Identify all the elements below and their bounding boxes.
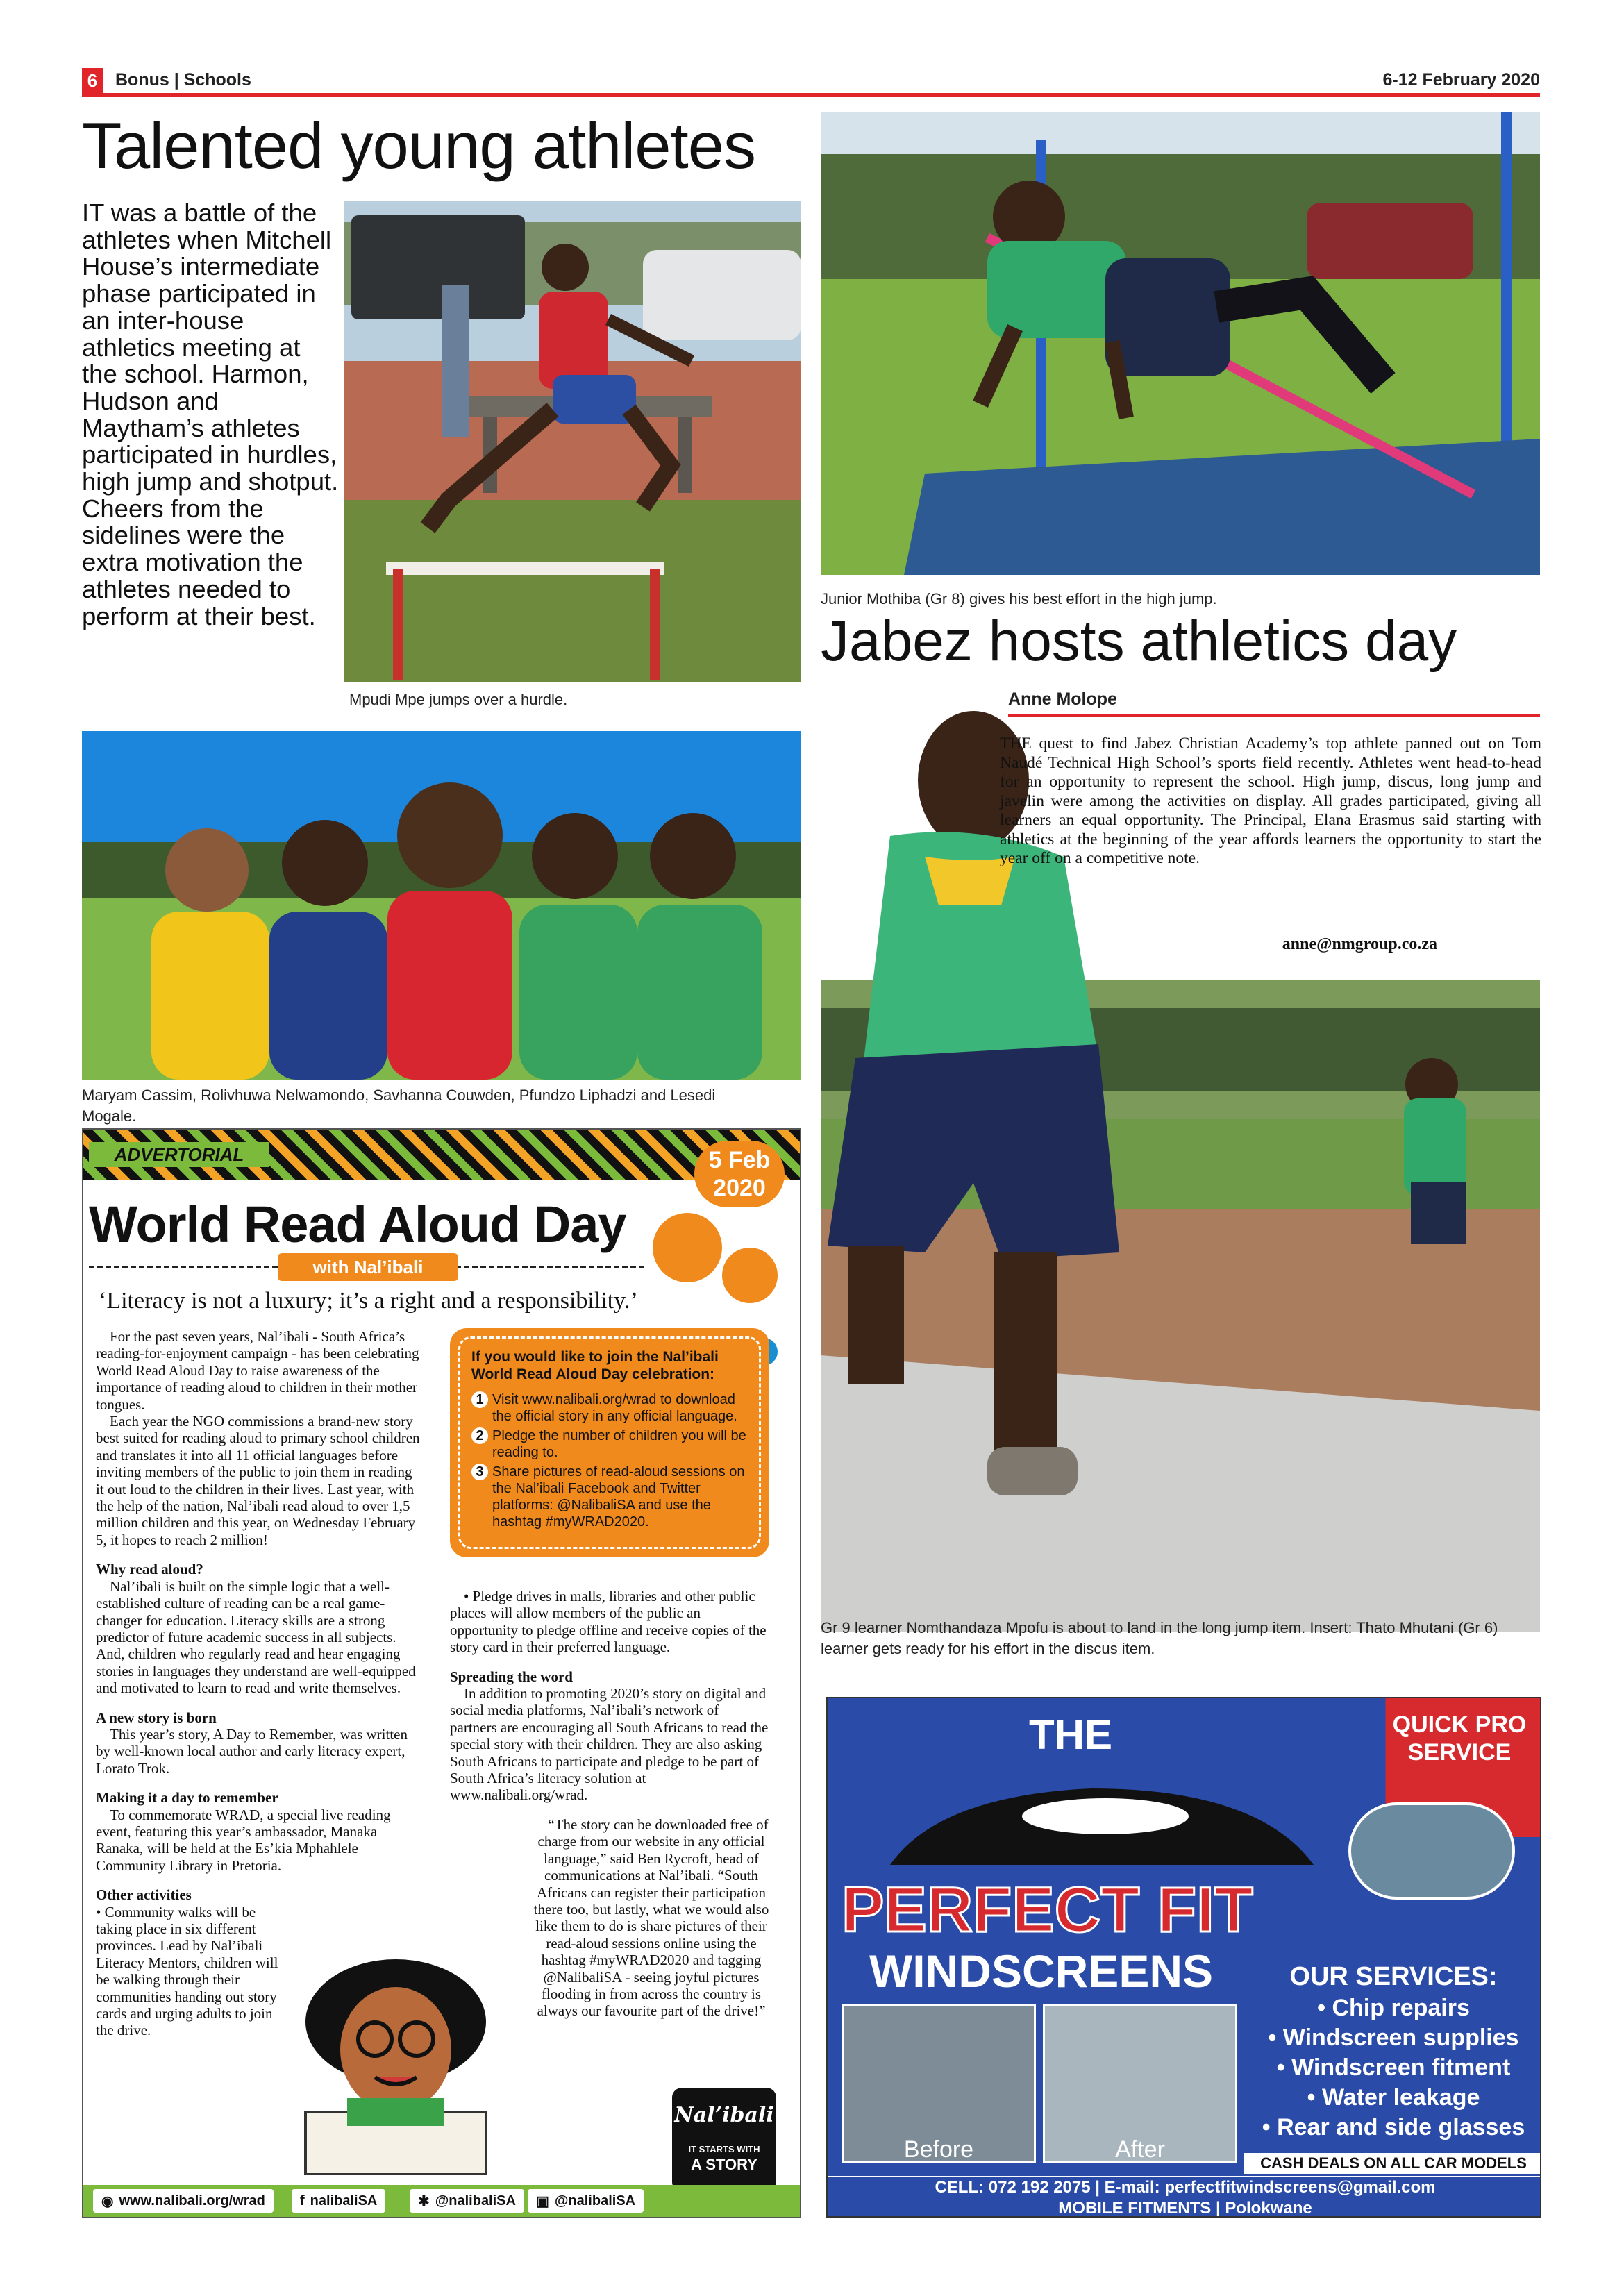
group-photo-art [82, 731, 801, 1080]
highjump-photo-art [821, 112, 1540, 575]
heading-new-story: A new story is born [96, 1709, 217, 1726]
ad-the: THE [1029, 1711, 1112, 1758]
reading-girl-illustration [278, 1952, 514, 2175]
advertorial-frame [82, 1128, 801, 2218]
heading-why-read: Why read aloud? [96, 1561, 203, 1578]
col1-para-2: Each year the NGO commissions a brand-new story best suited for reading aloud to primary school children and translates it into all 11 official languages before inviting members of the public to join them in reading it out loud to the children in their lives. Last year, with the help of the nation, Nal’ibali read aloud to over 1,5 million children and this year, on Wednesday February 5, it hopes to reach 2 million! [96, 1413, 420, 1548]
advertorial-col1 [96, 1328, 422, 2039]
photo-high-jump [821, 112, 1540, 575]
author-email: anne@nmgroup.co.za [1282, 935, 1437, 953]
facebook-link[interactable] [292, 2189, 385, 2213]
step-text: Pledge the number of children you will be reading to. [492, 1428, 746, 1460]
step-number: 2 [471, 1427, 488, 1444]
col2-para-3: “The story can be downloaded free of charge from our website in any official language,” said Ben Rycroft, head of communications at Nal’ibali. “South Africans can register their participation there too, but lastly, what we would also like them to do is share pictures of their read-aloud sessions online using the hashtag #myWRAD2020 and tagging @NalibaliSA - seeing joyful pictures flooding in from across the country is always our favourite part of the drive!” [533, 1816, 769, 2020]
issue-date: 6-12 February 2020 [1382, 70, 1540, 90]
advertorial-footer [83, 2185, 800, 2217]
globe-icon: ◉ [101, 2193, 114, 2209]
reading-girl-art [278, 1952, 514, 2175]
service-item: • Rear and side glasses [1262, 2114, 1525, 2140]
facebook-icon: f [300, 2193, 305, 2209]
cash-deals-banner: CASH DEALS ON ALL CAR MODELS [1244, 2153, 1541, 2174]
col2-para-2: In addition to promoting 2020’s story on digital and social media platforms, Nal’ibali’s network of partners are encouraging all South Africans to read the special story with their children. They are also asking South Africans to participate and pledge to be part of South Africa’s literacy solution at www.nalibali.org/wrad. [450, 1685, 769, 1804]
col1-para-4: This year’s story, A Day to Remember, was written by well-known local author and early literacy expert, Lorato Trok. [96, 1725, 408, 1777]
nalibali-tagline-2: A STORY [691, 2156, 757, 2173]
windscreen-ad [826, 1697, 1541, 2218]
service-item: • Chip repairs [1317, 1995, 1470, 2021]
article1-body: IT was a battle of the athletes when Mitchell House’s intermediate phase participated in an inter-house athletics meeting at the school. Harmon, Hudson and Maytham’s athletes participated in hurdles, high jump and shotput. Cheers from the sidelines were the extra motivation the athletes needed to perform at their best. [82, 199, 339, 630]
service-item: • Windscreen supplies [1268, 2025, 1519, 2051]
service-item: • Water leakage [1307, 2084, 1480, 2111]
twitter-text: @nalibaliSA [435, 2193, 516, 2209]
join-step-3 [471, 1464, 748, 1530]
byline: Anne Molope [1008, 689, 1117, 709]
col1-para-5: To commemorate WRAD, a special live reading event, featuring this year’s ambassador, Manaka Ranaka, will be held at the Es’kia Mphahlele Community Library in Pretoria. [96, 1806, 391, 1874]
heading-other: Other activities [96, 1886, 192, 1904]
advertorial-tag: ADVERTORIAL [89, 1142, 269, 1167]
step-number: 1 [471, 1391, 488, 1408]
services-list [1251, 1993, 1536, 2143]
join-box [450, 1328, 769, 1557]
col1-para-6: • Community walks will be taking place in six different provinces. Lead by Nal’ibali Literacy Mentors, children will be walking through their communities handing out story cards and urging adults to join the drive. [96, 1903, 278, 2039]
article2-body-text: THE quest to find Jabez Christian Academy’s top athlete panned out on Tom Naudé Technical High School’s sports field recently. Athletes went head-to-head for an opportunity to represent the school. High jump, discus, long jump and javelin were among the activities on display. All grades participated, giving all learners an equal opportunity. The Principal, Elana Erasmus said starting with athletics at the beginning of the year affords learners the opportunity to start the year off on a competitive note. [1000, 735, 1541, 867]
ad-brand-2: WINDSCREENS [869, 1945, 1214, 1997]
article2-body [1000, 735, 1541, 869]
hurdle-photo-art [344, 201, 801, 682]
car-silhouette [883, 1768, 1328, 1872]
instagram-icon: ▣ [536, 2193, 549, 2209]
nalibali-logo [672, 2088, 776, 2192]
twitter-link[interactable] [410, 2189, 524, 2213]
ad-service-photo [1348, 1802, 1515, 1900]
heading-make-day: Making it a day to remember [96, 1789, 278, 1807]
ad-badge: QUICK PRO SERVICE [1392, 1711, 1527, 1766]
wrad-quote: ‘Literacy is not a luxury; it’s a right and a responsibility.’ [99, 1288, 638, 1314]
nalibali-logo-text: Nal’ibali [674, 2103, 774, 2127]
car-silhouette-art [883, 1768, 1328, 1872]
col1-para-3: Nal’ibali is built on the simple logic that a well-established culture of reading can be a real game-changer for education. Literacy skills are a strong predictor of future academic success in all subjects. And, children who regularly read and hear engaging stories in languages they understand are well-equipped and motivated to learn to read and write themselves. [96, 1577, 416, 1697]
col2-para-1: • Pledge drives in malls, libraries and other public places will allow members of the public an opportunity to pledge offline and receive copies of the story card in their preferred language. [450, 1588, 767, 1656]
service-item: • Windscreen fitment [1276, 2054, 1511, 2081]
header-rule [82, 93, 1540, 97]
ad-brand-1: PERFECT FIT [842, 1875, 1253, 1945]
join-step-2 [471, 1427, 748, 1461]
wrad-title: World Read Aloud Day [89, 1196, 626, 1253]
date-badge: 5 Feb 2020 [694, 1141, 785, 1207]
services-title: OUR SERVICES: [1289, 1962, 1498, 1991]
step-number: 3 [471, 1464, 488, 1480]
join-box-title: If you would like to join the Nal’ibali World Read Aloud Day celebration: [471, 1349, 719, 1382]
heading-spreading: Spreading the word [450, 1668, 573, 1685]
website-link[interactable] [93, 2189, 274, 2213]
nalibali-tagline-1: IT STARTS WITH [688, 2144, 760, 2154]
after-label: After [1115, 2136, 1165, 2163]
longjump-caption: Gr 9 learner Nomthandaza Mpofu is about to land in the long jump item. Insert: Thato Mhutani (Gr 6) learner gets ready for his effort in the discus item. [821, 1619, 1498, 1657]
highjump-caption: Junior Mothiba (Gr 8) gives his best effort in the high jump. [821, 590, 1217, 607]
facebook-text: nalibaliSA [310, 2193, 378, 2209]
paint-blob-1 [653, 1213, 722, 1282]
hurdle-caption: Mpudi Mpe jumps over a hurdle. [349, 691, 568, 708]
headline-jabez: Jabez hosts athletics day [821, 610, 1457, 673]
wrad-subtitle: with Nal’ibali [278, 1253, 458, 1281]
step-text: Visit www.nalibali.org/wrad to download the official story in any official language. [492, 1392, 737, 1424]
step-text: Share pictures of read-aloud sessions on the Nal’ibali Facebook and Twitter platforms: @NalibaliSA and use the hashtag #myWRAD2020. [492, 1464, 745, 1530]
col1-para-1: For the past seven years, Nal’ibali - South Africa’s reading-for-enjoyment campaign - has been celebrating World Read Aloud Day to raise awareness of the importance of reading aloud to children in their mother tongues. [96, 1328, 419, 1413]
headline-talented-athletes: Talented young athletes [82, 109, 755, 182]
instagram-link[interactable] [528, 2189, 644, 2213]
ad-location: MOBILE FITMENTS | Polokwane [1058, 2199, 1312, 2218]
twitter-icon: ✱ [418, 2193, 430, 2209]
page-number-badge [82, 68, 103, 93]
instagram-text: @nalibaliSA [554, 2193, 636, 2209]
website-text: www.nalibali.org/wrad [119, 2193, 265, 2209]
photo-hurdle [344, 201, 801, 682]
ad-contact-bar [828, 2176, 1541, 2218]
ad-contact: CELL: 072 192 2075 | E-mail: perfectfitwindscreens@gmail.com [935, 2178, 1436, 2197]
before-label: Before [903, 2136, 974, 2163]
group-caption: Maryam Cassim, Rolivhuwa Nelwamondo, Savhanna Couwden, Pfundzo Liphadzi and Lesedi Mogale. [82, 1087, 716, 1125]
join-step-1 [471, 1391, 748, 1425]
photo-group [82, 731, 801, 1080]
page-number: 6 [87, 70, 98, 91]
section-label: Bonus | Schools [115, 70, 251, 90]
